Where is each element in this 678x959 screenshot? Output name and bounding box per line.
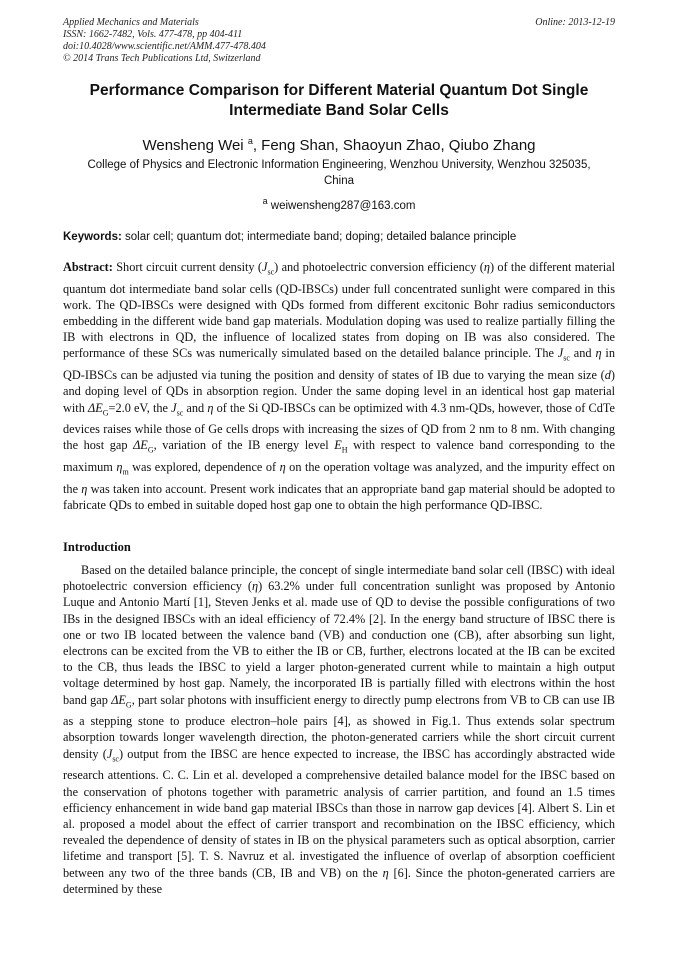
abstract-text: , variation of the IB energy level [153, 438, 335, 453]
symbol-eta: η [81, 481, 88, 496]
symbol-eta: η [382, 865, 389, 880]
abstract-text: was explored, dependence of [128, 460, 280, 475]
intro-text: Based on the detailed balance principle, the concept of single intermediate band solar cell (IBSC) with ideal photoelectric conversion efficiency ( [63, 563, 615, 594]
symbol-eta: η [116, 460, 123, 475]
abstract-text: =2.0 eV, the [108, 400, 172, 415]
symbol-j: J [262, 260, 268, 274]
symbol-eta: η [207, 400, 214, 415]
symbol-delta-e: ΔE [111, 692, 126, 707]
author-1: Wensheng Wei [142, 137, 244, 154]
symbol-eta: η [483, 260, 490, 274]
author-1-mark: a [247, 136, 253, 146]
affiliation-line-2: China [323, 175, 355, 187]
email-mark: a [262, 196, 268, 206]
subscript-sc: sc [267, 267, 275, 277]
intro-text: ) output from the IBSC are hence expected to increase, the IBSC has accordingly abstracted wide research attentions. C. C. Lin et al. developed a comprehensive detailed balance model for the IBSC based on the conservation of photons together with parametric analysis of carrier partition, and found an 1.5 times efficiency enhancement in wide band gap material IBSCs than those in narrow gap devices [4]. Albert S. Lin et al. proposed a model about the effect of carrier transport and recombination on the IBSC efficiency, which revealed the dependence of density of states in IB on the physical parameters such as optical absorption, carrier lifetime and transport [5]. T. S. Navruz et al. investigated the influence of overlap of absorption coefficient between any two of the three bands (CB, IB and VB) on the [63, 746, 615, 880]
abstract-text: ) and doping level of QDs in absorption region. Under the same doping level in an identical host gap material with [63, 368, 615, 415]
title-line-2: Intermediate Band Solar Cells [229, 102, 449, 119]
journal-name: Applied Mechanics and Materials [63, 17, 199, 28]
author-email [63, 193, 615, 214]
online-date: Online: 2013-12-19 [535, 17, 615, 28]
subscript-sc: sc [563, 353, 570, 363]
subscript-sc: sc [176, 407, 184, 417]
symbol-j: J [557, 346, 564, 361]
journal-header [63, 17, 615, 65]
title-line-1: Performance Comparison for Different Material Quantum Dot Single [89, 82, 589, 99]
subscript-g: G [102, 407, 109, 417]
abstract-text: Short circuit current density ( [116, 260, 263, 274]
abstract-text: of the Si QD-IBSCs can be optimized with 4.3 nm-QDs, however, those of CdTe devices raises while those of Ge cells drops with increasing the sizes of QD from 2 nm to 8 nm. With changing the host gap [63, 400, 616, 453]
symbol-d: d [604, 368, 611, 383]
keywords [63, 229, 615, 245]
symbol-eta: η [251, 579, 259, 594]
abstract-text: in QD-IBSCs can be adjusted via tuning the position and density of states of IB due to varying the mean size ( [63, 346, 615, 383]
abstract-text: with respect to valence band corresponding to the maximum [63, 438, 615, 475]
issn-line: ISSN: 1662-7482, Vols. 477-478, pp 404-411 [63, 29, 243, 40]
symbol-j: J [106, 746, 113, 761]
symbol-eta: η [595, 346, 602, 361]
keywords-text: solar cell; quantum dot; intermediate band; doping; detailed balance principle [125, 231, 517, 243]
subscript-g: G [125, 700, 132, 710]
keywords-label: Keywords: [63, 231, 122, 243]
other-authors: , Feng Shan, Shaoyun Zhao, Qiubo Zhang [252, 137, 536, 154]
symbol-j: J [171, 400, 177, 415]
abstract-text: was taken into account. Present work indicates that an appropriate band gap material should be adopted to fabricate QDs to embed in suitable doped host gap one to obtain the high performance QD-IBSC. [63, 481, 615, 512]
affiliation [63, 157, 615, 189]
symbol-delta-e: ΔE [133, 438, 148, 453]
symbol-e: E [334, 438, 342, 453]
abstract-text: ) and photoelectric conversion efficiency ( [274, 260, 484, 274]
author-list [63, 132, 615, 155]
abstract-text: and [569, 346, 596, 361]
abstract-text: and [183, 400, 208, 415]
affiliation-line-1: College of Physics and Electronic Information Engineering, Wenzhou University, Wenzhou 325035, [87, 159, 591, 171]
abstract-text: ) of the different material quantum dot intermediate band solar cells (QD-IBSCs) under full concentrated sunlight were compared in this work. The QD-IBSCs were designed with QDs formed from different excitonic Bohr radius semiconductors embedding in the different wide band gap materials. Modulation doping was used to realize partially filling the IB with electrons in QD, the influence of localized states from doping on IB was also considered. The performance of these SCs was numerically simulated based on the detailed balance principle. The [63, 260, 616, 361]
abstract-label: Abstract: [63, 260, 113, 274]
intro-text: ) 63.2% under full concentration sunlight was proposed by Antonio Luque and Antonio Martí [1], Steven Jenks et al. made use of QD to devise the possible configurations of two IBs in the designed IBSCs with an ideal efficiency of 72.4% [2]. In the energy band structure of IBSC there is one or two IB located between the valence band (VB) and conduction one (CB), after absorbing sun light, electrons can be excited from the VB to either the IB or CB, further, electrons located at the IB can be excited to the CB, thus leads the IBSC to yield a larger photon-generated current while to maintain a high output voltage determined by host gap. Namely, the incorporated IB is partially filled with electrons within the host band gap [63, 579, 616, 707]
intro-text: , part solar photons with insufficient energy to directly pump electrons from VB to CB can use IB as a stepping stone to produce electron–hole pairs [4], as showed in Fig.1. Thus extends solar spectrum absorption towards longer wavelength direction, the photon-generated carriers while the short circuit current density ( [63, 692, 615, 761]
copyright-line: © 2014 Trans Tech Publications Ltd, Switzerland [63, 53, 261, 64]
symbol-delta-e: ΔE [88, 400, 103, 415]
intro-text: [6]. Since the photon-generated carriers are determined by these [63, 865, 615, 896]
abstract-text: on the operation voltage was analyzed, and the impurity effect on the [63, 460, 615, 496]
subscript-sc: sc [112, 754, 119, 764]
email-address[interactable]: weiwensheng287@163.com [270, 199, 416, 212]
symbol-eta: η [279, 460, 286, 475]
subscript-m: m [122, 467, 129, 477]
section-heading-introduction: Introduction [63, 540, 131, 554]
introduction-paragraph [63, 562, 615, 897]
abstract [63, 259, 615, 513]
subscript-h: H [341, 445, 348, 455]
subscript-g: G [147, 445, 154, 455]
doi-line: doi:10.4028/www.scientific.net/AMM.477-478.404 [63, 41, 266, 52]
paper-title [70, 81, 608, 121]
